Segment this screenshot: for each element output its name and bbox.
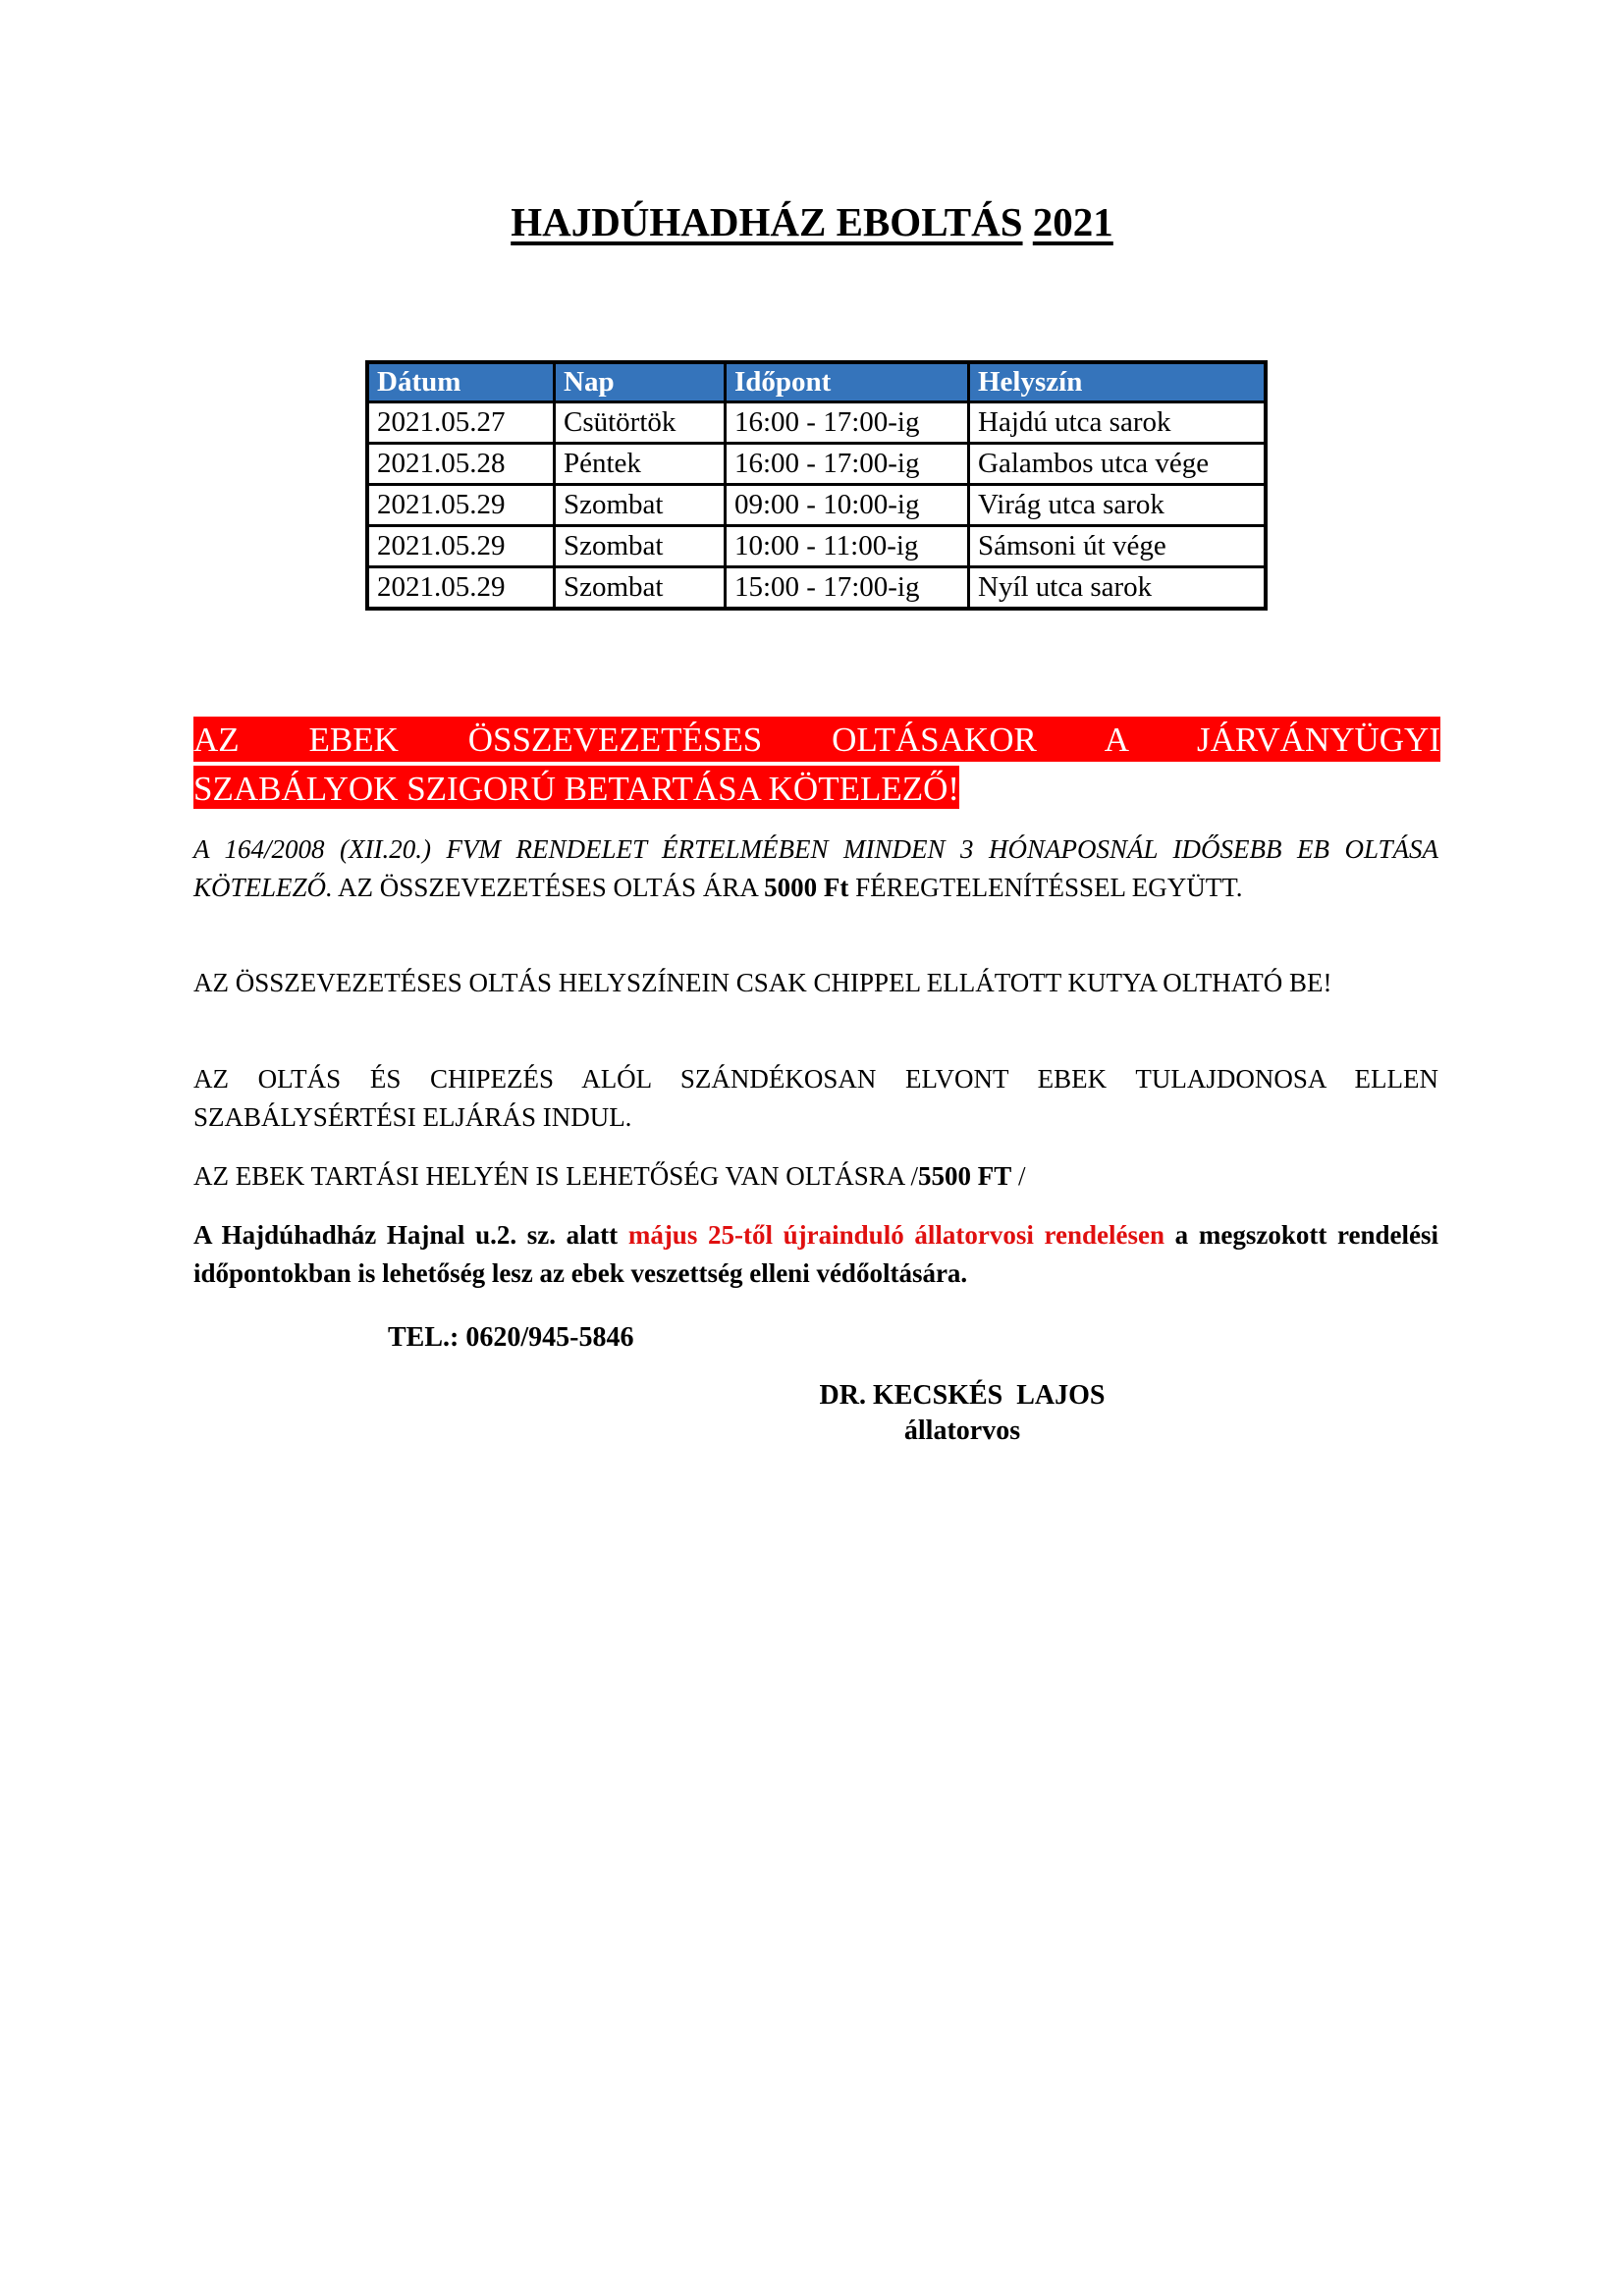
warning-banner [193, 717, 1440, 813]
decree-text: A 164/2008 (XII.20.) FVM RENDELET ÉRTELMÉBEN MINDEN 3 HÓNAPOSNÁL IDŐSEBB EB OLTÁSA KÖTELEZŐ. [193, 834, 1438, 902]
decree-paragraph [193, 830, 1438, 907]
cell-location: Nyíl utca sarok [969, 567, 1267, 610]
cell-date: 2021.05.28 [367, 444, 555, 485]
price-prefix: AZ ÖSSZEVEZETÉSES OLTÁS ÁRA [332, 873, 765, 902]
table-row [367, 485, 1266, 526]
signature-name: DR. KECSKÉS LAJOS [819, 1380, 1106, 1411]
title-year: 2021 [1032, 199, 1113, 244]
header-date: Dátum [367, 362, 555, 402]
table-header-row [367, 362, 1266, 402]
cell-time: 16:00 - 17:00-ig [726, 402, 969, 444]
cell-day: Szombat [555, 526, 726, 567]
warning-line-2: SZABÁLYOK SZIGORÚ BETARTÁSA KÖTELEZŐ! [193, 766, 959, 809]
header-location: Helyszín [969, 362, 1267, 402]
clinic-prefix: A Hajdúhadház Hajnal u.2. sz. alatt [193, 1220, 628, 1250]
table-row [367, 402, 1266, 444]
title-main: HAJDÚHADHÁZ EBOLTÁS [511, 199, 1023, 244]
signature-block [746, 1378, 1178, 1449]
table-row [367, 444, 1266, 485]
warning-line-1: AZ EBEK ÖSSZEVEZETÉSES OLTÁSAKOR A JÁRVÁNYÜGYI [193, 717, 1440, 762]
home-vaccination-paragraph [193, 1157, 1438, 1196]
cell-location: Virág utca sarok [969, 485, 1267, 526]
cell-date: 2021.05.29 [367, 526, 555, 567]
chip-only-text: AZ ÖSSZEVEZETÉSES OLTÁS HELYSZÍNEIN CSAK CHIPPEL ELLÁTOTT KUTYA OLTHATÓ BE! [193, 968, 1332, 997]
clinic-suffix: a megszokott rendelési időpontokban is lehetőség lesz az ebek veszettség elleni védőoltására. [193, 1220, 1438, 1288]
phone-number: TEL.: 0620/945-5846 [388, 1322, 634, 1353]
price-value: 5000 Ft [764, 873, 849, 902]
cell-day: Csütörtök [555, 402, 726, 444]
cell-time: 10:00 - 11:00-ig [726, 526, 969, 567]
home-suffix: / [1011, 1161, 1026, 1191]
penalty-text: AZ OLTÁS ÉS CHIPEZÉS ALÓL SZÁNDÉKOSAN ELVONT EBEK TULAJDONOSA ELLEN SZABÁLYSÉRTÉSI ELJÁRÁS INDUL. [193, 1064, 1438, 1132]
schedule-table [365, 360, 1268, 611]
cell-day: Szombat [555, 567, 726, 610]
page-title [0, 192, 1624, 251]
cell-day: Péntek [555, 444, 726, 485]
cell-time: 15:00 - 17:00-ig [726, 567, 969, 610]
cell-date: 2021.05.29 [367, 485, 555, 526]
cell-time: 16:00 - 17:00-ig [726, 444, 969, 485]
cell-location: Sámsoni út vége [969, 526, 1267, 567]
cell-location: Galambos utca vége [969, 444, 1267, 485]
chip-only-paragraph [193, 964, 1438, 1002]
home-prefix: AZ EBEK TARTÁSI HELYÉN IS LEHETŐSÉG VAN OLTÁSRA / [193, 1161, 919, 1191]
cell-time: 09:00 - 10:00-ig [726, 485, 969, 526]
cell-day: Szombat [555, 485, 726, 526]
cell-location: Hajdú utca sarok [969, 402, 1267, 444]
header-day: Nap [555, 362, 726, 402]
cell-date: 2021.05.27 [367, 402, 555, 444]
table-row [367, 526, 1266, 567]
signature-role: állatorvos [903, 1415, 1021, 1446]
penalty-paragraph [193, 1060, 1438, 1137]
home-price: 5500 FT [918, 1161, 1012, 1191]
price-suffix: FÉREGTELENÍTÉSSEL EGYÜTT. [848, 873, 1243, 902]
cell-date: 2021.05.29 [367, 567, 555, 610]
clinic-reopening-highlight: május 25-től újrainduló állatorvosi rendelésen [627, 1220, 1165, 1250]
table-row [367, 567, 1266, 610]
header-time: Időpont [726, 362, 969, 402]
clinic-paragraph [193, 1216, 1438, 1293]
